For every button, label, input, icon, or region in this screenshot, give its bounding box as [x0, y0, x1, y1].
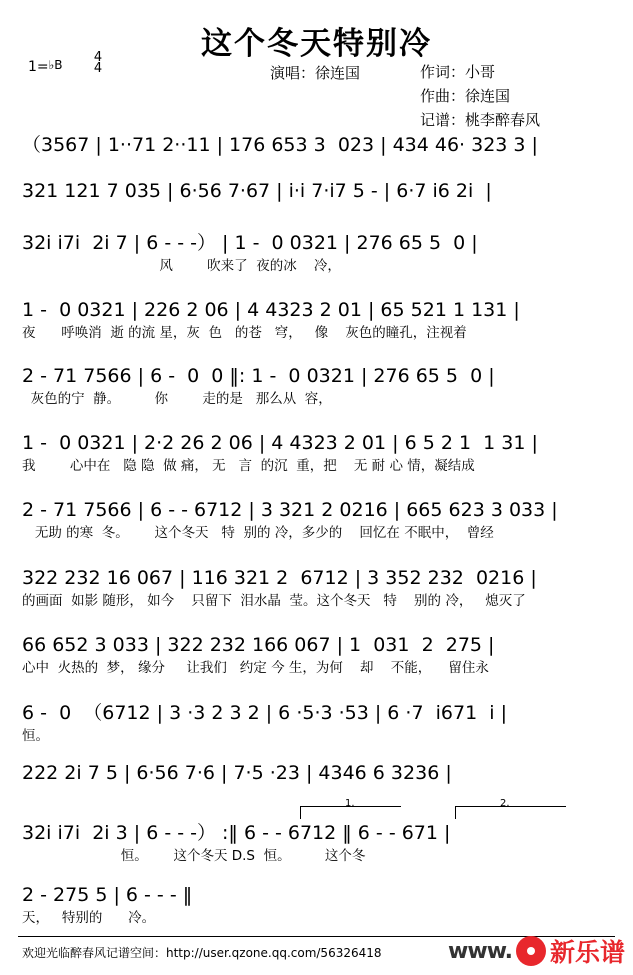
notes-line: 2 - 71 7566 | 6 - - 6712 | 3 321 2 0216 | 665 623 3 033 |: [22, 499, 558, 521]
notes-line: 321 121 7 035 | 6·56 7·67 | i·i 7·i7 5 - | 6·7 i6 2i |: [22, 180, 492, 202]
lyrics-line: 天， 特别的 冷。: [22, 910, 156, 926]
notes-line: 32i i7i 2i 3 | 6 - - -） :‖ 6 - - 6712 ‖ 6 - - 671 |: [22, 822, 451, 844]
system-5: [22, 363, 614, 409]
notes-line: 322 232 16 067 | 116 321 2 6712 | 3 352 232 0216 |: [22, 567, 537, 589]
lyrics-line: [22, 786, 614, 806]
lyrics-line: 夜 呼唤消 逝 的流 星，灰 色 的苍 穹， 像 灰色的瞳孔，注视着: [22, 325, 467, 341]
system-4: [22, 297, 614, 343]
notes-line: 6 - 0 （6712 | 3 ·3 2 3 2 | 6 ·5·3 ·53 | 6 ·7 i671 i |: [22, 702, 507, 724]
footer-note: 欢迎光临醉春风记谱空间：http://user.qzone.qq.com/56326418: [22, 946, 382, 960]
meter-numerator: 4: [93, 50, 103, 65]
site-logo: [448, 933, 625, 969]
system-10: [22, 700, 614, 746]
second-ending-label: 2.: [500, 798, 510, 809]
lyrics-line: 风 吹来了 夜的冰 冷，: [22, 258, 341, 274]
lyrics-line: 灰色的宁 静。 你 走的是 那么从 容，: [22, 391, 332, 407]
system-13: [22, 882, 614, 928]
brand-text: 新乐谱: [549, 938, 625, 967]
system-3: [22, 230, 614, 276]
lyrics-line: 的画面 如影 随形， 如今 只留下 泪水晶 莹。这个冬天 特 别的 冷， 熄灭了: [22, 593, 526, 609]
lyricist-credit: 作词：小哥: [420, 63, 496, 81]
notes-line: （3567 | 1··71 2··11 | 176 653 3 023 | 434 46· 323 3 |: [22, 134, 538, 156]
notes-line: 1 - 0 0321 | 226 2 06 | 4 4323 2 01 | 65 521 1 131 |: [22, 299, 520, 321]
notes-line: 1 - 0 0321 | 2·2 26 2 06 | 4 4323 2 01 | 6 5 2 1 1 31 |: [22, 432, 538, 454]
notes-line: 66 652 3 033 | 322 232 166 067 | 1 031 2 275 |: [22, 634, 495, 656]
composer-credit: 作曲：徐连国: [420, 87, 511, 105]
first-ending-label: 1.: [345, 798, 355, 809]
lyrics-line: 恒。 这个冬天 D.S 恒。 这个冬: [22, 848, 366, 864]
system-7: [22, 497, 614, 543]
notes-line: 32i i7i 2i 7 | 6 - - -） | 1 - 0 0321 | 276 65 5 0 |: [22, 232, 478, 254]
page-title: 这个冬天特别冷: [201, 26, 432, 62]
lyrics-line: 恒。: [22, 728, 49, 744]
watermark-text: www.: [448, 938, 512, 964]
system-6: [22, 430, 614, 476]
system-8: [22, 565, 614, 611]
notes-line: 2 - 275 5 | 6 - - - ‖: [22, 884, 193, 906]
lyrics-line: 无助 的寒 冬。 这个冬天 特 别的 冷，多少的 回忆在 不眠中， 曾经: [22, 525, 494, 541]
system-12: [22, 820, 614, 866]
system-11: [22, 760, 614, 806]
notes-line: 222 2i 7 5 | 6·56 7·6 | 7·5 ·23 | 4346 6 3236 |: [22, 762, 452, 784]
singer-credit: 演唱：徐连国: [270, 64, 361, 82]
key-value: ♭B: [48, 58, 63, 72]
credits-block: [420, 60, 540, 132]
system-2: [22, 178, 614, 224]
key-signature: [28, 58, 63, 75]
lyrics-line: 我 心中在 隐 隐 做 痛， 无 言 的沉 重，把 无 耐 心 情，凝结成: [22, 458, 475, 474]
meter-denominator: 4: [93, 61, 103, 76]
lyrics-line: [22, 204, 614, 224]
system-1: [22, 132, 614, 178]
system-9: [22, 632, 614, 678]
notation-credit: 记谱：桃李醉春风: [420, 111, 541, 129]
time-signature: [90, 52, 106, 74]
notes-line: 2 - 71 7566 | 6 - 0 0 ‖: 1 - 0 0321 | 276 65 5 0 |: [22, 365, 495, 387]
lyrics-line: 心中 火热的 梦， 缘分 让我们 约定 今 生，为何 却 不能， 留住永: [22, 660, 489, 676]
second-ending-bracket: [455, 806, 566, 819]
key-label: 1=: [28, 59, 49, 75]
disc-icon: [516, 936, 546, 966]
lyrics-line: [22, 158, 614, 178]
